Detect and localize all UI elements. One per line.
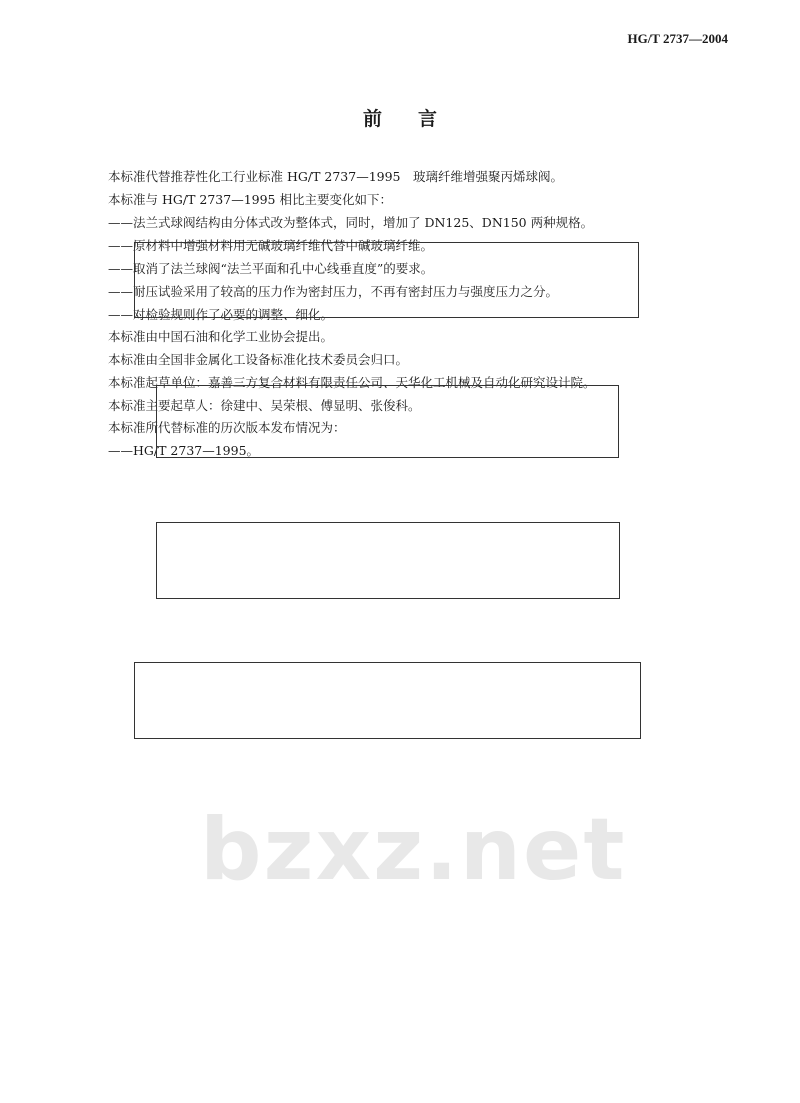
text-line: 本标准由中国石油和化学工业协会提出。 [108,329,334,344]
text-line: 本标准起草单位：嘉善三方复合材料有限责任公司、天华化工机械及自动化研究设计院。 [108,375,596,390]
redaction-box [156,385,619,458]
text-line: 本标准主要起草人：徐建中、吴荣根、傅显明、张俊科。 [108,398,421,413]
text-line: 本标准代替推荐性化工行业标准 HG/T 2737—1995 玻璃纤维增强聚丙烯球阀。 [108,169,564,184]
redaction-box [134,662,641,739]
text-line: ——对检验规则作了必要的调整、细化。 [108,307,334,322]
standard-number: HG/T 2737—2004 [627,31,728,46]
text-line: ——HG/T 2737—1995。 [108,443,260,458]
text-line: ——耐压试验采用了较高的压力作为密封压力，不再有密封压力与强度压力之分。 [108,284,559,299]
watermark: bzxz.net [200,800,627,900]
text-line: ——法兰式球阀结构由分体式改为整体式，同时，增加了 DN125、DN150 两种规格。 [108,215,594,230]
text-line: 本标准由全国非金属化工设备标准化技术委员会归口。 [108,352,409,367]
text-line: ——取消了法兰球阀“法兰平面和孔中心线垂直度”的要求。 [108,261,434,276]
redaction-box [156,522,620,599]
text-line: 本标准与 HG/T 2737—1995 相比主要变化如下： [108,192,392,207]
page-title: 前言 [362,108,473,130]
text-line: ——原材料中增强材料用无碱玻璃纤维代替中碱玻璃纤维。 [108,238,434,253]
text-line: 本标准所代替标准的历次版本发布情况为： [108,420,346,435]
redaction-box [134,242,639,318]
